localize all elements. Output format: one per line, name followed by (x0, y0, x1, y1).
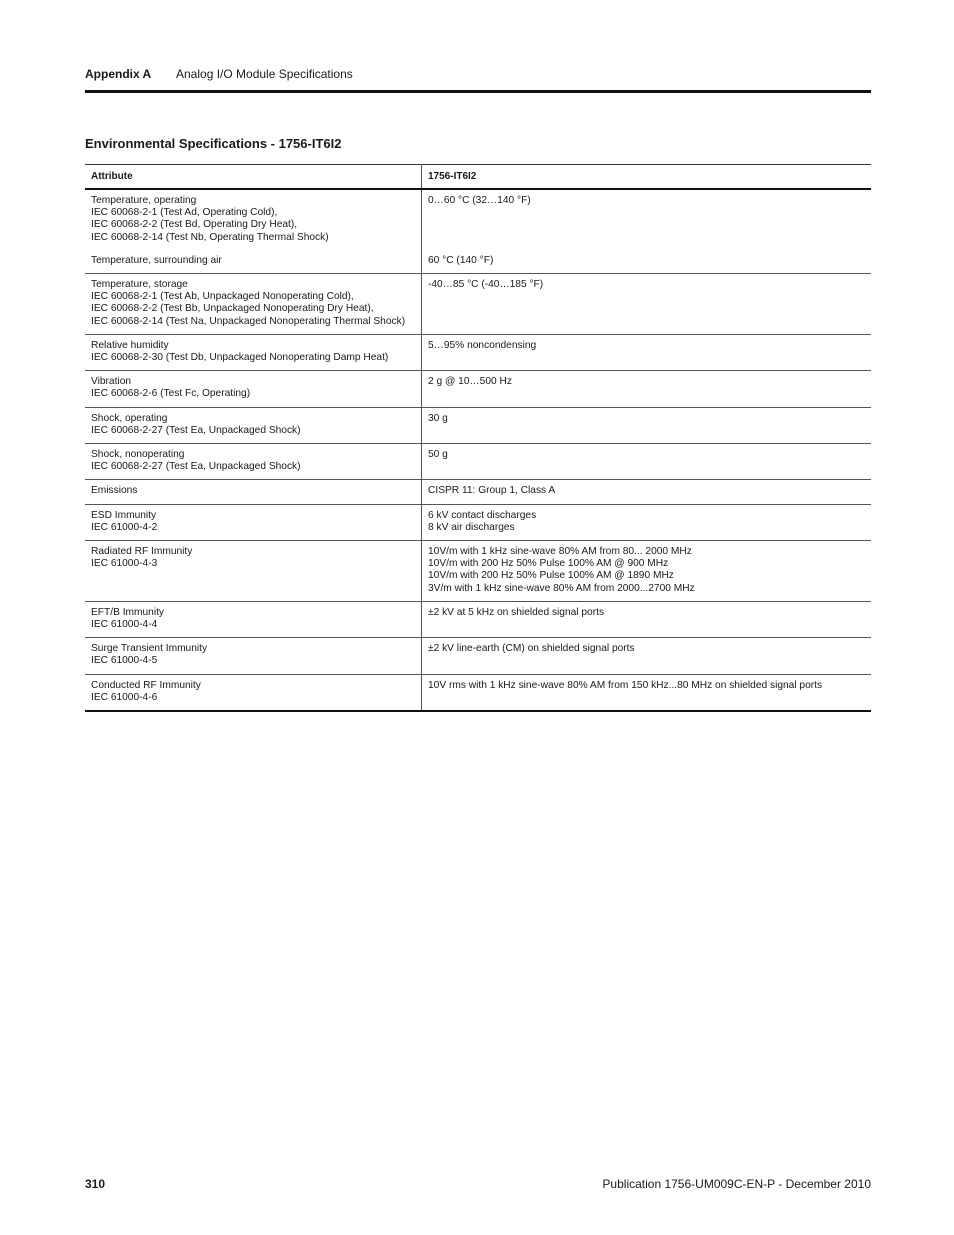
cell-line: 10V/m with 1 kHz sine-wave 80% AM from 80... 2000 MHz (428, 546, 692, 558)
table-row (85, 638, 871, 674)
attribute-cell (85, 674, 422, 711)
cell-line: IEC 61000-4-2 (91, 521, 158, 533)
cell-line: Shock, operating (91, 412, 168, 424)
cell-line: Temperature, surrounding air (91, 254, 222, 266)
value-cell (422, 250, 872, 274)
cell-line: IEC 60068-2-14 (Test Na, Unpackaged Nonoperating Thermal Shock) (91, 315, 406, 327)
environmental-spec-table (85, 164, 871, 712)
table-body (85, 189, 871, 711)
cell-line: 10V rms with 1 kHz sine-wave 80% AM from 150 kHz...80 MHz on shielded signal ports (428, 679, 823, 691)
section-title: Environmental Specifications - 1756-IT6I2 (85, 136, 342, 151)
cell-line: ESD Immunity (91, 509, 157, 521)
attribute-cell (85, 638, 422, 674)
value-cell (422, 480, 872, 504)
cell-line: Conducted RF Immunity (91, 679, 201, 691)
value-cell (422, 334, 872, 370)
publication-info: Publication 1756-UM009C-EN-P - December 2010 (602, 1177, 871, 1191)
cell-line: IEC 61000-4-6 (91, 691, 158, 703)
value-cell (422, 444, 872, 480)
column-header-attribute: Attribute (85, 165, 422, 190)
table-row (85, 674, 871, 711)
cell-line: Radiated RF Immunity (91, 546, 193, 558)
page-header (85, 66, 871, 93)
cell-line: Temperature, operating (91, 195, 197, 206)
cell-line: IEC 60068-2-2 (Test Bd, Operating Dry Heat), (91, 219, 298, 231)
cell-line: ±2 kV at 5 kHz on shielded signal ports (428, 606, 605, 618)
cell-line: Shock, nonoperating (91, 449, 185, 461)
cell-line: Emissions (91, 485, 138, 497)
table-row (85, 480, 871, 504)
cell-line: ±2 kV line-earth (CM) on shielded signal ports (428, 643, 635, 655)
cell-line: IEC 60068-2-6 (Test Fc, Operating) (91, 388, 251, 400)
cell-line: IEC 60068-2-1 (Test Ad, Operating Cold), (91, 207, 278, 219)
table-row (85, 334, 871, 370)
attribute-cell (85, 541, 422, 602)
value-cell (422, 541, 872, 602)
column-header-model: 1756-IT6I2 (422, 165, 872, 190)
cell-line: IEC 60068-2-27 (Test Ea, Unpackaged Shock) (91, 461, 301, 473)
table-row (85, 504, 871, 540)
value-cell (422, 504, 872, 540)
cell-line: 6 kV contact discharges (428, 509, 537, 521)
attribute-cell (85, 601, 422, 637)
cell-line: IEC 61000-4-4 (91, 619, 158, 631)
attribute-cell (85, 334, 422, 370)
appendix-label: Appendix A (85, 67, 152, 81)
attribute-cell (85, 371, 422, 407)
cell-line: 10V/m with 200 Hz 50% Pulse 100% AM @ 900 MHz (428, 558, 669, 570)
cell-line: 30 g (428, 412, 448, 424)
attribute-cell (85, 250, 422, 274)
header-title: Analog I/O Module Specifications (176, 67, 353, 81)
cell-line: IEC 60068-2-2 (Test Bb, Unpackaged Nonoperating Dry Heat), (91, 303, 374, 315)
cell-line: 0…60 °C (32…140 °F) (428, 195, 531, 206)
cell-line: IEC 61000-4-5 (91, 655, 158, 667)
cell-line: IEC 60068-2-14 (Test Nb, Operating Thermal Shock) (91, 231, 329, 243)
attribute-cell (85, 274, 422, 335)
table-header-row (85, 165, 871, 190)
table-row (85, 541, 871, 602)
cell-line: 3V/m with 1 kHz sine-wave 80% AM from 2000...2700 MHz (428, 582, 695, 594)
value-cell (422, 601, 872, 637)
table-row (85, 250, 871, 274)
cell-line: 60 °C (140 °F) (428, 254, 494, 266)
cell-line: 5…95% noncondensing (428, 339, 537, 351)
attribute-cell (85, 189, 422, 250)
cell-line: 8 kV air discharges (428, 521, 515, 533)
value-cell (422, 638, 872, 674)
cell-line: -40…85 °C (-40…185 °F) (428, 279, 544, 291)
cell-line: IEC 61000-4-3 (91, 558, 158, 570)
table-row (85, 371, 871, 407)
cell-line: 10V/m with 200 Hz 50% Pulse 100% AM @ 1890 MHz (428, 570, 674, 582)
value-cell (422, 189, 872, 250)
value-cell (422, 274, 872, 335)
attribute-cell (85, 480, 422, 504)
cell-line: 50 g (428, 449, 448, 461)
value-cell (422, 674, 872, 711)
cell-line: EFT/B Immunity (91, 606, 165, 618)
cell-line: Vibration (91, 376, 132, 388)
table-row (85, 189, 871, 250)
value-cell (422, 371, 872, 407)
table-row (85, 407, 871, 443)
value-cell (422, 407, 872, 443)
attribute-cell (85, 407, 422, 443)
cell-line: Temperature, storage (91, 279, 188, 291)
cell-line: CISPR 11: Group 1, Class A (428, 485, 556, 497)
cell-line: Relative humidity (91, 339, 169, 351)
table-row (85, 274, 871, 335)
cell-line: Surge Transient Immunity (91, 643, 208, 655)
table-row (85, 601, 871, 637)
page-number: 310 (85, 1177, 106, 1191)
attribute-cell (85, 504, 422, 540)
cell-line: IEC 60068-2-27 (Test Ea, Unpackaged Shock) (91, 424, 301, 436)
cell-line: IEC 60068-2-30 (Test Db, Unpackaged Nonoperating Damp Heat) (91, 352, 389, 364)
cell-line: IEC 60068-2-1 (Test Ab, Unpackaged Nonoperating Cold), (91, 291, 354, 303)
table-row (85, 444, 871, 480)
attribute-cell (85, 444, 422, 480)
cell-line: 2 g @ 10…500 Hz (428, 376, 512, 388)
